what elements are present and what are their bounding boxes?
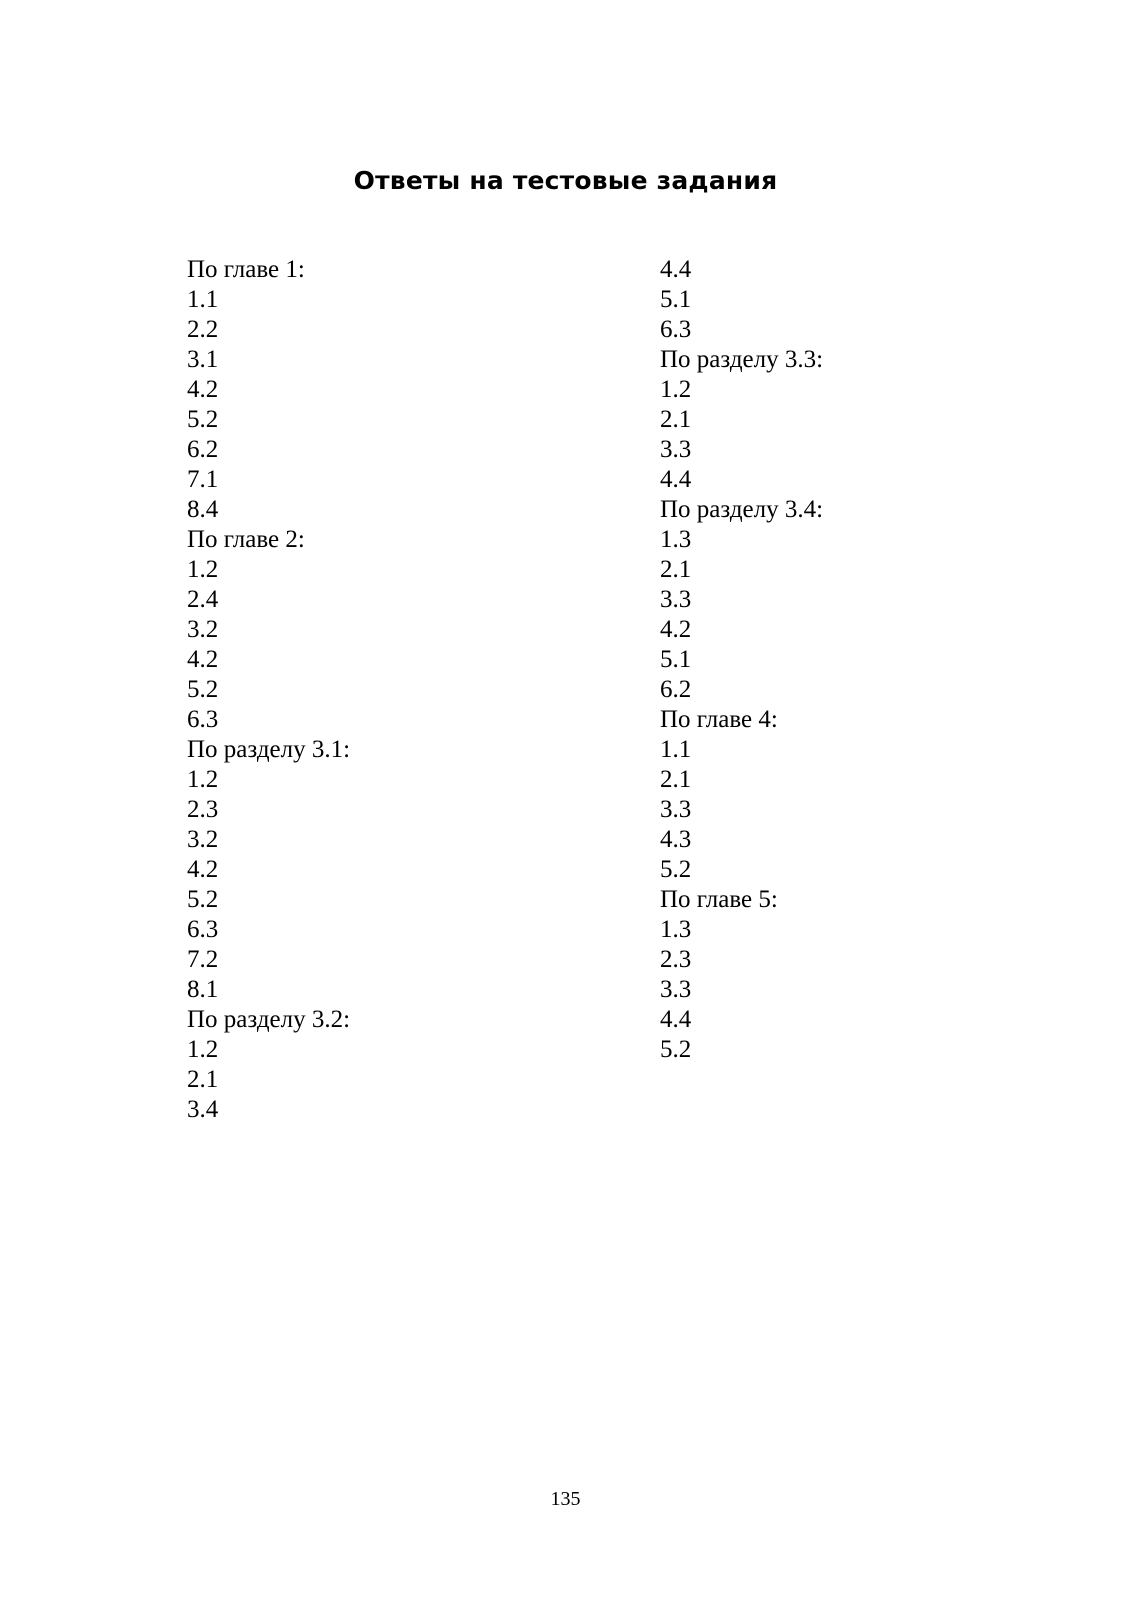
answer-item: 5.2 bbox=[187, 886, 219, 913]
answer-item: 2.2 bbox=[187, 316, 219, 343]
answer-item: 4.4 bbox=[660, 256, 692, 283]
answer-item: 4.3 bbox=[660, 826, 692, 853]
answer-item: 2.1 bbox=[187, 1066, 219, 1093]
section-heading: По главе 2: bbox=[187, 526, 305, 553]
answer-item: 5.2 bbox=[660, 856, 692, 883]
answer-item: 1.2 bbox=[187, 1036, 219, 1063]
answer-item: 4.2 bbox=[187, 646, 219, 673]
answer-item: 2.1 bbox=[660, 556, 692, 583]
answer-item: 2.1 bbox=[660, 406, 692, 433]
answer-item: 6.2 bbox=[660, 676, 692, 703]
answer-item: 4.2 bbox=[187, 376, 219, 403]
answer-item: 6.3 bbox=[660, 316, 692, 343]
answer-item: 3.3 bbox=[660, 976, 692, 1003]
answer-item: 1.2 bbox=[187, 556, 219, 583]
answer-item: 8.1 bbox=[187, 976, 219, 1003]
section-heading: По разделу 3.3: bbox=[660, 346, 824, 373]
answer-item: 5.1 bbox=[660, 286, 692, 313]
answer-item: 3.3 bbox=[660, 796, 692, 823]
answer-item: 8.4 bbox=[187, 496, 219, 523]
answer-item: 3.1 bbox=[187, 346, 219, 373]
answer-item: 4.2 bbox=[187, 856, 219, 883]
answer-item: 3.2 bbox=[187, 616, 219, 643]
answer-item: 3.3 bbox=[660, 436, 692, 463]
answer-item: 6.3 bbox=[187, 706, 219, 733]
section-heading: По разделу 3.4: bbox=[660, 496, 824, 523]
answer-item: 4.4 bbox=[660, 466, 692, 493]
answers-right-column bbox=[660, 255, 823, 1065]
page-number: 135 bbox=[550, 1488, 581, 1510]
answer-item: 3.3 bbox=[660, 586, 692, 613]
answer-item: 1.1 bbox=[660, 736, 692, 763]
answer-item: 1.2 bbox=[660, 376, 692, 403]
section-heading: По разделу 3.1: bbox=[187, 736, 351, 763]
answer-item: 1.3 bbox=[660, 916, 692, 943]
answer-item: 6.2 bbox=[187, 436, 219, 463]
answer-item: 5.2 bbox=[660, 1036, 692, 1063]
answer-item: 6.3 bbox=[187, 916, 219, 943]
answers-left-column bbox=[187, 255, 350, 1125]
answer-item: 2.3 bbox=[660, 946, 692, 973]
answer-item: 4.2 bbox=[660, 616, 692, 643]
section-heading: По разделу 3.2: bbox=[187, 1006, 351, 1033]
answer-item: 4.4 bbox=[660, 1006, 692, 1033]
answer-item: 1.2 bbox=[187, 766, 219, 793]
answer-item: 5.2 bbox=[187, 676, 219, 703]
section-heading: По главе 5: bbox=[660, 886, 778, 913]
page-title: Ответы на тестовые задания bbox=[353, 166, 778, 195]
answer-item: 3.2 bbox=[187, 826, 219, 853]
answer-item: 1.3 bbox=[660, 526, 692, 553]
answer-item: 3.4 bbox=[187, 1096, 219, 1123]
section-heading: По главе 1: bbox=[187, 256, 305, 283]
answer-item: 7.1 bbox=[187, 466, 219, 493]
answer-item: 2.4 bbox=[187, 586, 219, 613]
section-heading: По главе 4: bbox=[660, 706, 778, 733]
answer-item: 2.3 bbox=[187, 796, 219, 823]
answer-item: 5.1 bbox=[660, 646, 692, 673]
answer-item: 1.1 bbox=[187, 286, 219, 313]
answer-item: 2.1 bbox=[660, 766, 692, 793]
answer-item: 5.2 bbox=[187, 406, 219, 433]
answer-item: 7.2 bbox=[187, 946, 219, 973]
